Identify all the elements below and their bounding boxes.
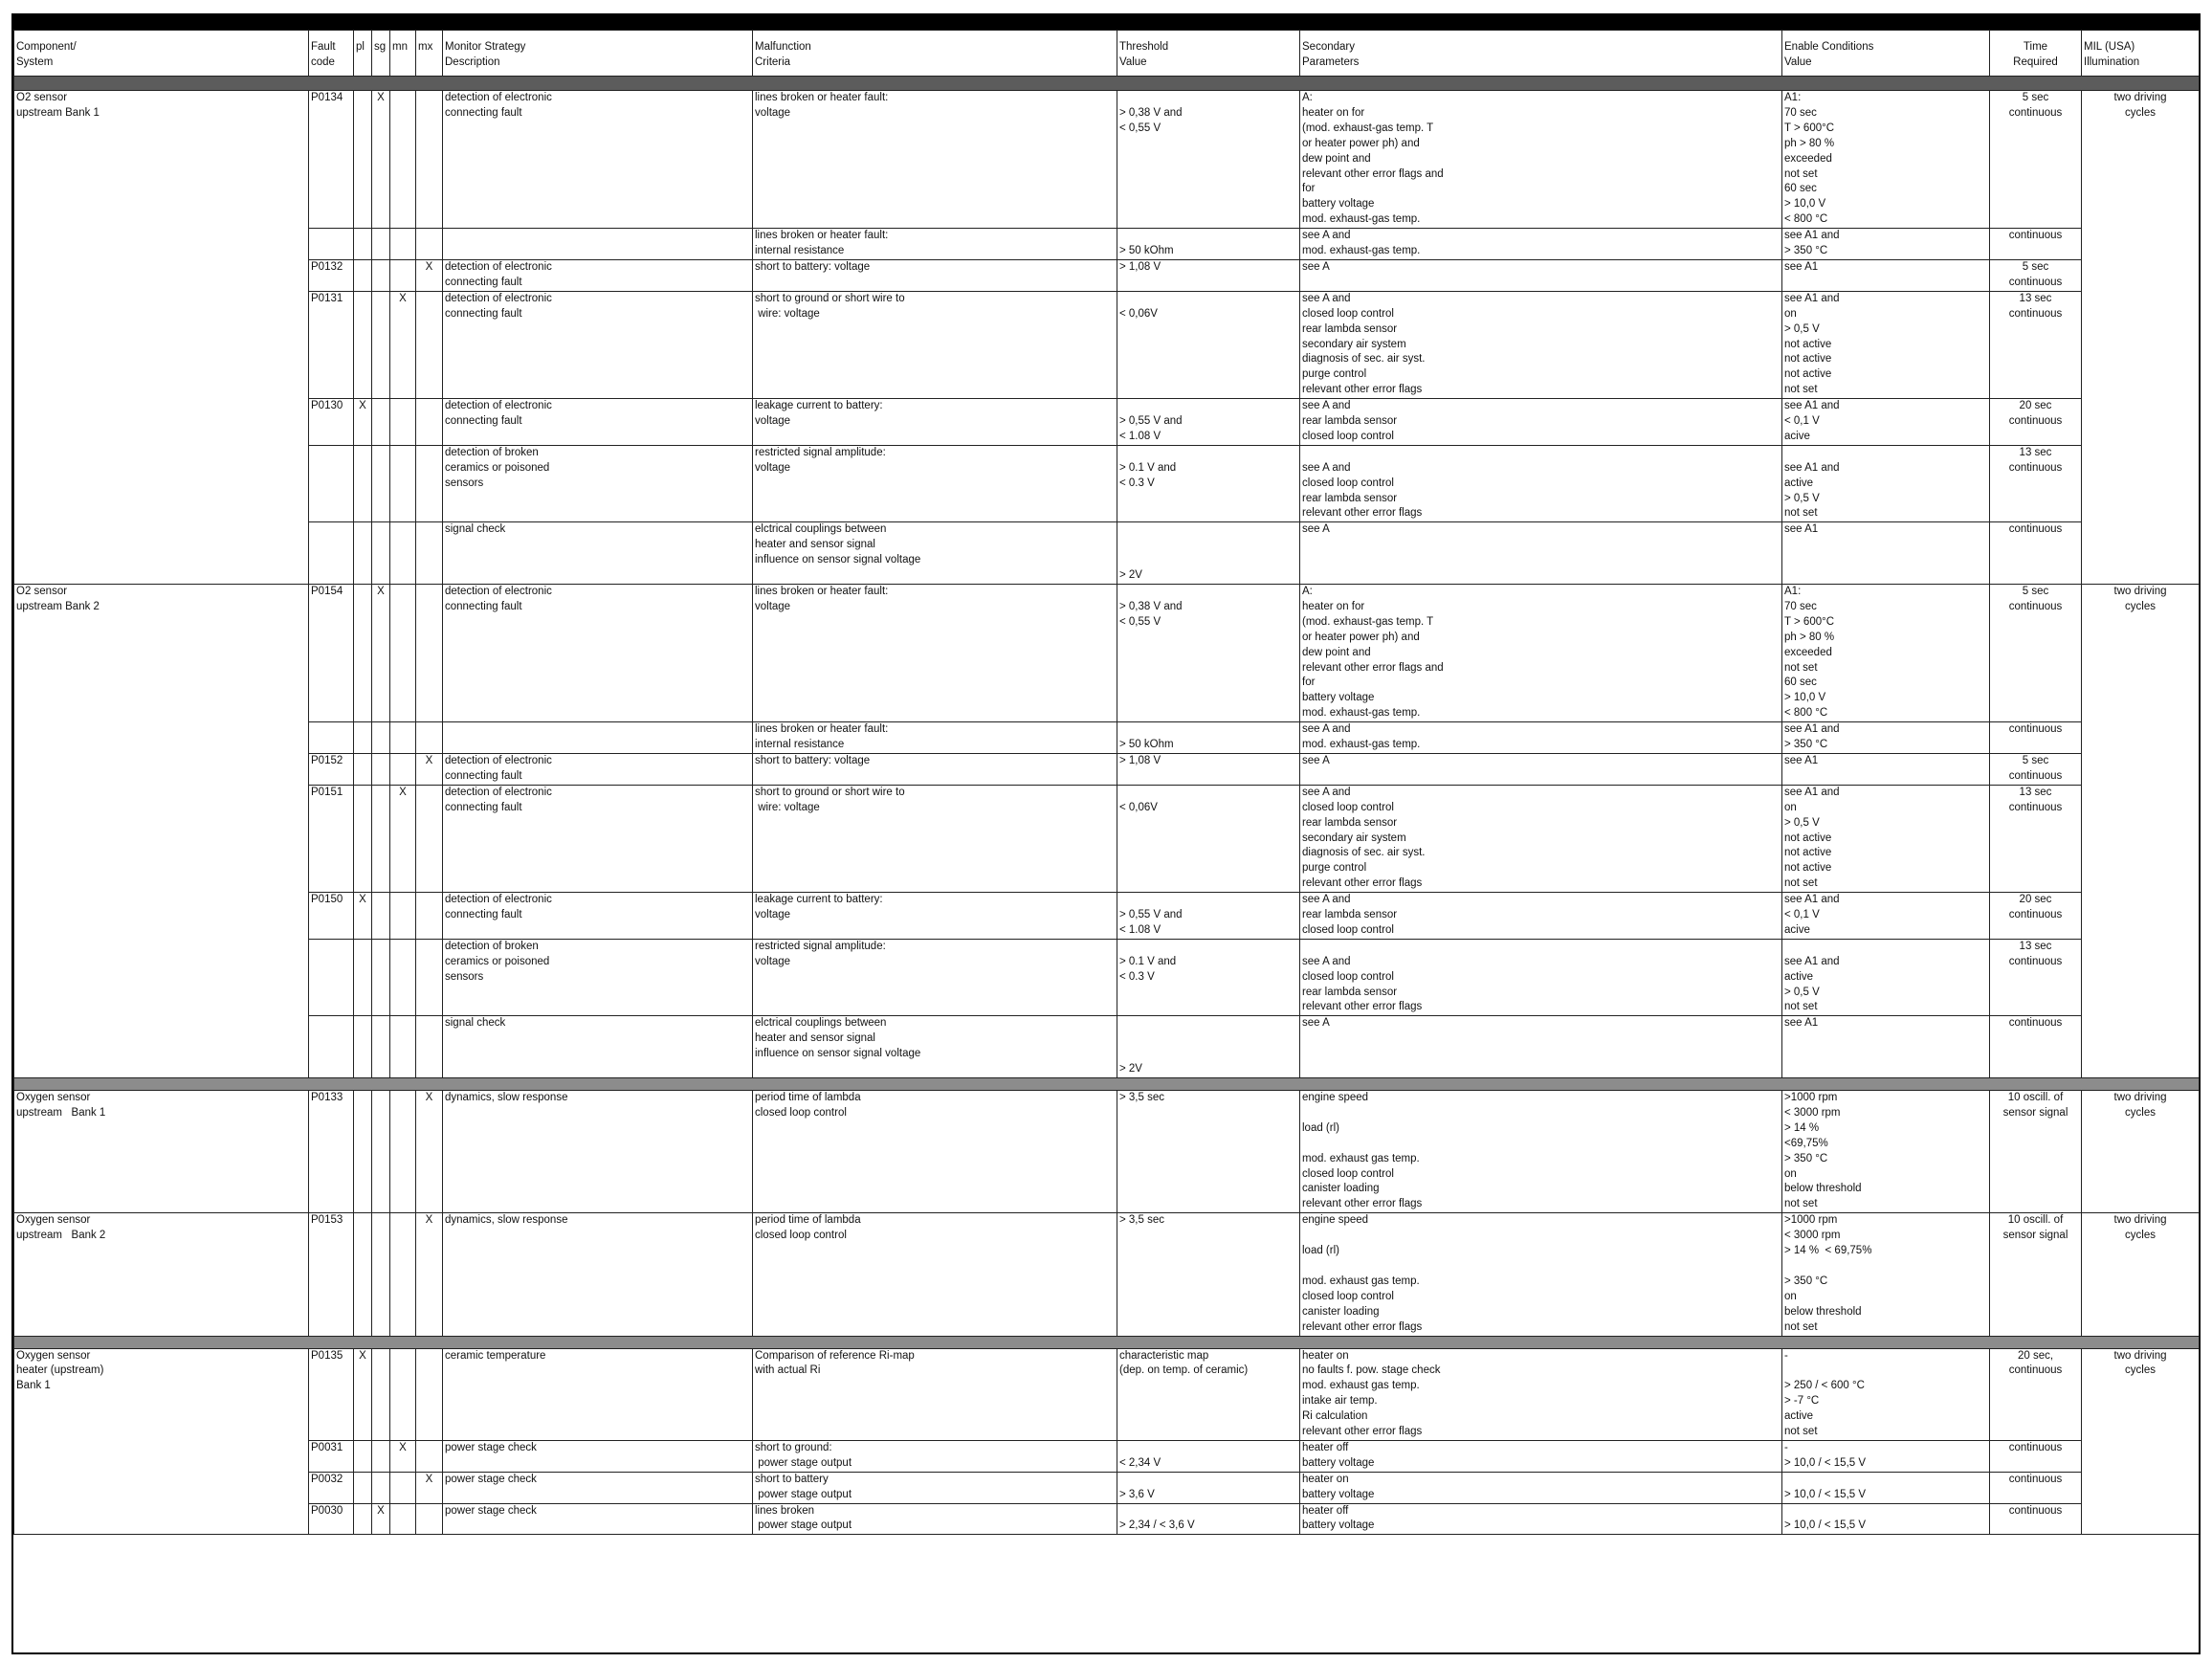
mx-cell (416, 445, 443, 522)
mx-cell (416, 399, 443, 446)
monitor-cell: detection of broken ceramics or poisoned sensors (443, 939, 753, 1016)
col-header-mil: MIL (USA) Illumination (2082, 31, 2200, 77)
fault-code-cell: P0135 (309, 1348, 354, 1440)
mx-cell (416, 1348, 443, 1440)
mn-cell (390, 939, 416, 1016)
enable-cell: see A1 (1782, 522, 1990, 585)
secondary-cell: see A (1300, 522, 1782, 585)
monitor-cell (443, 722, 753, 754)
time-cell: 5 sec continuous (1990, 259, 2082, 291)
mn-cell (390, 522, 416, 585)
secondary-cell: see A and closed loop control rear lambda sensor secondary air system diagnosis of sec. air syst. purge control relevant other error flags (1300, 785, 1782, 892)
time-cell: continuous (1990, 522, 2082, 585)
enable-cell: > 10,0 / < 15,5 V (1782, 1472, 1990, 1503)
fault-code-cell: P0151 (309, 785, 354, 892)
malfunction-cell: short to battery: voltage (753, 753, 1117, 785)
malfunction-cell: lines broken or heater fault: voltage (753, 91, 1117, 229)
sg-cell (372, 939, 390, 1016)
enable-cell: A1: 70 sec T > 600°C ph > 80 % exceeded not set 60 sec > 10,0 V < 800 °C (1782, 91, 1990, 229)
table-row (14, 722, 2200, 754)
mn-cell (390, 753, 416, 785)
secondary-cell: heater on battery voltage (1300, 1472, 1782, 1503)
pl-cell (354, 1503, 372, 1535)
monitor-cell: dynamics, slow response (443, 1091, 753, 1213)
fault-code-cell (309, 1016, 354, 1078)
mx-cell (416, 785, 443, 892)
time-cell: continuous (1990, 1503, 2082, 1535)
mn-cell (390, 229, 416, 260)
table-row (14, 1213, 2200, 1336)
table-row (14, 1091, 2200, 1213)
pl-cell: X (354, 1348, 372, 1440)
secondary-cell: heater off battery voltage (1300, 1503, 1782, 1535)
monitor-cell: signal check (443, 1016, 753, 1078)
fault-code-cell: P0131 (309, 291, 354, 398)
pl-cell (354, 1213, 372, 1336)
monitor-cell: detection of broken ceramics or poisoned sensors (443, 445, 753, 522)
secondary-cell: see A (1300, 753, 1782, 785)
threshold-cell: < 0,06V (1117, 785, 1300, 892)
sg-cell (372, 1016, 390, 1078)
threshold-cell: > 50 kOhm (1117, 722, 1300, 754)
time-cell: 20 sec, continuous (1990, 1348, 2082, 1440)
enable-cell: >1000 rpm < 3000 rpm > 14 % < 69,75% > 350 °C on below threshold not set (1782, 1213, 1990, 1336)
malfunction-cell: short to ground: power stage output (753, 1440, 1117, 1472)
secondary-cell: see A and mod. exhaust-gas temp. (1300, 229, 1782, 260)
threshold-cell: > 1,08 V (1117, 753, 1300, 785)
mn-cell (390, 1348, 416, 1440)
sg-cell: X (372, 1503, 390, 1535)
malfunction-cell: Comparison of reference Ri-map with actual Ri (753, 1348, 1117, 1440)
malfunction-cell: restricted signal amplitude: voltage (753, 445, 1117, 522)
malfunction-cell: period time of lambda closed loop control (753, 1213, 1117, 1336)
fault-code-cell: P0132 (309, 259, 354, 291)
enable-cell: see A1 and active > 0,5 V not set (1782, 939, 1990, 1016)
section-separator (14, 77, 2200, 91)
sg-cell: X (372, 585, 390, 722)
mn-cell: X (390, 291, 416, 398)
threshold-cell: > 2,34 / < 3,6 V (1117, 1503, 1300, 1535)
threshold-cell: > 0.1 V and < 0.3 V (1117, 939, 1300, 1016)
col-header-mn: mn (390, 31, 416, 77)
table-row (14, 91, 2200, 229)
malfunction-cell: short to battery: voltage (753, 259, 1117, 291)
malfunction-cell: leakage current to battery: voltage (753, 893, 1117, 940)
malfunction-cell: period time of lambda closed loop control (753, 1091, 1117, 1213)
col-header-pl: pl (354, 31, 372, 77)
mil-cell: two driving cycles (2082, 1348, 2200, 1535)
component-cell: O2 sensor upstream Bank 2 (14, 585, 309, 1078)
secondary-cell: see A and closed loop control rear lambda sensor relevant other error flags (1300, 939, 1782, 1016)
mn-cell (390, 1091, 416, 1213)
table-row (14, 229, 2200, 260)
sg-cell (372, 229, 390, 260)
secondary-cell: see A (1300, 259, 1782, 291)
pl-cell (354, 939, 372, 1016)
mx-cell: X (416, 259, 443, 291)
monitor-cell: detection of electronic connecting fault (443, 291, 753, 398)
col-header-enable: Enable Conditions Value (1782, 31, 1990, 77)
monitor-cell: detection of electronic connecting fault (443, 259, 753, 291)
table-row (14, 445, 2200, 522)
section-separator (14, 1336, 2200, 1348)
enable-cell: > 10,0 / < 15,5 V (1782, 1503, 1990, 1535)
sg-cell (372, 1440, 390, 1472)
threshold-cell: > 0,38 V and < 0,55 V (1117, 91, 1300, 229)
separator-cell (14, 77, 2200, 91)
monitor-cell: power stage check (443, 1440, 753, 1472)
sg-cell (372, 893, 390, 940)
table-header-row (14, 31, 2200, 77)
enable-cell: - > 10,0 / < 15,5 V (1782, 1440, 1990, 1472)
table-row (14, 939, 2200, 1016)
malfunction-cell: short to ground or short wire to wire: voltage (753, 291, 1117, 398)
table-row (14, 522, 2200, 585)
component-cell: O2 sensor upstream Bank 1 (14, 91, 309, 585)
sg-cell (372, 399, 390, 446)
time-cell: 13 sec continuous (1990, 785, 2082, 892)
table-body (14, 77, 2200, 1535)
time-cell: continuous (1990, 1016, 2082, 1078)
threshold-cell: > 0,38 V and < 0,55 V (1117, 585, 1300, 722)
pl-cell (354, 291, 372, 398)
time-cell: 20 sec continuous (1990, 893, 2082, 940)
secondary-cell: heater off battery voltage (1300, 1440, 1782, 1472)
mx-cell (416, 893, 443, 940)
mil-cell: two driving cycles (2082, 91, 2200, 585)
fault-code-cell: P0150 (309, 893, 354, 940)
malfunction-cell: lines broken or heater fault: internal resistance (753, 229, 1117, 260)
separator-cell (14, 1078, 2200, 1091)
monitor-cell: ceramic temperature (443, 1348, 753, 1440)
monitor-cell: detection of electronic connecting fault (443, 585, 753, 722)
pl-cell (354, 259, 372, 291)
threshold-cell: > 3,5 sec (1117, 1213, 1300, 1336)
mn-cell (390, 1213, 416, 1336)
sg-cell (372, 753, 390, 785)
enable-cell: see A1 (1782, 1016, 1990, 1078)
pl-cell (354, 722, 372, 754)
mil-cell: two driving cycles (2082, 585, 2200, 1078)
secondary-cell: see A and closed loop control rear lambda sensor secondary air system diagnosis of sec. air syst. purge control relevant other error flags (1300, 291, 1782, 398)
enable-cell: see A1 (1782, 753, 1990, 785)
fault-code-cell: P0152 (309, 753, 354, 785)
time-cell: 5 sec continuous (1990, 91, 2082, 229)
sg-cell (372, 785, 390, 892)
pl-cell (354, 522, 372, 585)
pl-cell (354, 1091, 372, 1213)
table-row (14, 1503, 2200, 1535)
secondary-cell: see A and rear lambda sensor closed loop control (1300, 893, 1782, 940)
time-cell: continuous (1990, 1440, 2082, 1472)
enable-cell: see A1 and active > 0,5 V not set (1782, 445, 1990, 522)
threshold-cell: > 50 kOhm (1117, 229, 1300, 260)
table-row (14, 291, 2200, 398)
threshold-cell: > 3,6 V (1117, 1472, 1300, 1503)
threshold-cell: < 2,34 V (1117, 1440, 1300, 1472)
malfunction-cell: short to battery power stage output (753, 1472, 1117, 1503)
enable-cell: see A1 and > 350 °C (1782, 229, 1990, 260)
pl-cell (354, 785, 372, 892)
obd-monitor-table-sheet (11, 13, 2201, 1654)
sg-cell (372, 722, 390, 754)
threshold-cell: characteristic map (dep. on temp. of ceramic) (1117, 1348, 1300, 1440)
header-black-bar (13, 13, 2199, 30)
fault-code-cell (309, 939, 354, 1016)
enable-cell: see A1 (1782, 259, 1990, 291)
time-cell: 10 oscill. of sensor signal (1990, 1213, 2082, 1336)
fault-code-cell (309, 229, 354, 260)
secondary-cell: engine speed load (rl) mod. exhaust gas temp. closed loop control canister loading relevant other error flags (1300, 1213, 1782, 1336)
sg-cell: X (372, 91, 390, 229)
col-header-mx: mx (416, 31, 443, 77)
threshold-cell: > 2V (1117, 522, 1300, 585)
enable-cell: see A1 and on > 0,5 V not active not active not active not set (1782, 785, 1990, 892)
secondary-cell: A: heater on for (mod. exhaust-gas temp. T or heater power ph) and dew point and relevant other error flags and for battery voltage mod. exhaust-gas temp. (1300, 91, 1782, 229)
secondary-cell: see A and mod. exhaust-gas temp. (1300, 722, 1782, 754)
malfunction-cell: lines broken or heater fault: internal resistance (753, 722, 1117, 754)
table-row (14, 585, 2200, 722)
mx-cell (416, 722, 443, 754)
pl-cell (354, 585, 372, 722)
threshold-cell: > 2V (1117, 1016, 1300, 1078)
fault-code-cell: P0031 (309, 1440, 354, 1472)
secondary-cell: see A (1300, 1016, 1782, 1078)
col-header-time: Time Required (1990, 31, 2082, 77)
table-row (14, 753, 2200, 785)
col-header-sg: sg (372, 31, 390, 77)
sg-cell (372, 1213, 390, 1336)
mx-cell (416, 229, 443, 260)
mx-cell (416, 522, 443, 585)
threshold-cell: > 1,08 V (1117, 259, 1300, 291)
time-cell: 13 sec continuous (1990, 939, 2082, 1016)
time-cell: continuous (1990, 722, 2082, 754)
mn-cell (390, 585, 416, 722)
time-cell: 13 sec continuous (1990, 291, 2082, 398)
fault-code-cell: P0030 (309, 1503, 354, 1535)
mx-cell: X (416, 1091, 443, 1213)
table-row (14, 1440, 2200, 1472)
col-header-component: Component/ System (14, 31, 309, 77)
monitor-cell: signal check (443, 522, 753, 585)
secondary-cell: heater on no faults f. pow. stage check mod. exhaust gas temp. intake air temp. Ri calculation relevant other error flags (1300, 1348, 1782, 1440)
pl-cell (354, 1016, 372, 1078)
fault-code-cell (309, 722, 354, 754)
col-header-fault-code: Fault code (309, 31, 354, 77)
table-row (14, 1472, 2200, 1503)
col-header-malfunction: Malfunction Criteria (753, 31, 1117, 77)
monitor-cell: detection of electronic connecting fault (443, 753, 753, 785)
time-cell: continuous (1990, 1472, 2082, 1503)
threshold-cell: > 3,5 sec (1117, 1091, 1300, 1213)
table-row (14, 893, 2200, 940)
mil-cell: two driving cycles (2082, 1213, 2200, 1336)
threshold-cell: > 0,55 V and < 1.08 V (1117, 893, 1300, 940)
mx-cell: X (416, 1213, 443, 1336)
mx-cell (416, 1503, 443, 1535)
malfunction-cell: lines broken power stage output (753, 1503, 1117, 1535)
pl-cell: X (354, 399, 372, 446)
malfunction-cell: elctrical couplings between heater and sensor signal influence on sensor signal voltage (753, 522, 1117, 585)
time-cell: 5 sec continuous (1990, 753, 2082, 785)
table-row (14, 399, 2200, 446)
enable-cell: see A1 and < 0,1 V acive (1782, 893, 1990, 940)
mn-cell: X (390, 785, 416, 892)
mn-cell (390, 91, 416, 229)
malfunction-cell: elctrical couplings between heater and sensor signal influence on sensor signal voltage (753, 1016, 1117, 1078)
enable-cell: see A1 and < 0,1 V acive (1782, 399, 1990, 446)
enable-cell: >1000 rpm < 3000 rpm > 14 % <69,75% > 350 °C on below threshold not set (1782, 1091, 1990, 1213)
threshold-cell: > 0.1 V and < 0.3 V (1117, 445, 1300, 522)
sg-cell (372, 259, 390, 291)
fault-code-cell: P0133 (309, 1091, 354, 1213)
fault-code-cell: P0153 (309, 1213, 354, 1336)
pl-cell (354, 1440, 372, 1472)
pl-cell (354, 91, 372, 229)
threshold-cell: > 0,55 V and < 1.08 V (1117, 399, 1300, 446)
col-header-monitor: Monitor Strategy Description (443, 31, 753, 77)
fault-code-cell (309, 522, 354, 585)
pl-cell (354, 1472, 372, 1503)
table-row (14, 785, 2200, 892)
table-row (14, 259, 2200, 291)
malfunction-cell: leakage current to battery: voltage (753, 399, 1117, 446)
mn-cell (390, 445, 416, 522)
secondary-cell: see A and rear lambda sensor closed loop control (1300, 399, 1782, 446)
separator-cell (14, 1336, 2200, 1348)
pl-cell: X (354, 893, 372, 940)
enable-cell: see A1 and > 350 °C (1782, 722, 1990, 754)
monitor-cell (443, 229, 753, 260)
fault-code-cell: P0154 (309, 585, 354, 722)
mx-cell (416, 91, 443, 229)
mx-cell (416, 291, 443, 398)
time-cell: 13 sec continuous (1990, 445, 2082, 522)
col-header-threshold: Threshold Value (1117, 31, 1300, 77)
monitor-cell: detection of electronic connecting fault (443, 893, 753, 940)
mil-cell: two driving cycles (2082, 1091, 2200, 1213)
section-separator (14, 1078, 2200, 1091)
table-row (14, 1016, 2200, 1078)
sg-cell (372, 1348, 390, 1440)
mx-cell: X (416, 753, 443, 785)
pl-cell (354, 753, 372, 785)
mn-cell: X (390, 1440, 416, 1472)
sg-cell (372, 522, 390, 585)
mn-cell (390, 893, 416, 940)
mn-cell (390, 399, 416, 446)
malfunction-cell: lines broken or heater fault: voltage (753, 585, 1117, 722)
sg-cell (372, 445, 390, 522)
enable-cell: A1: 70 sec T > 600°C ph > 80 % exceeded not set 60 sec > 10,0 V < 800 °C (1782, 585, 1990, 722)
mx-cell (416, 939, 443, 1016)
table-row (14, 1348, 2200, 1440)
sg-cell (372, 1091, 390, 1213)
mn-cell (390, 259, 416, 291)
component-cell: Oxygen sensor upstream Bank 1 (14, 1091, 309, 1213)
mx-cell (416, 585, 443, 722)
mn-cell (390, 1016, 416, 1078)
monitor-cell: power stage check (443, 1472, 753, 1503)
mx-cell: X (416, 1472, 443, 1503)
monitor-cell: power stage check (443, 1503, 753, 1535)
mx-cell (416, 1440, 443, 1472)
time-cell: 5 sec continuous (1990, 585, 2082, 722)
fault-code-cell (309, 445, 354, 522)
time-cell: 10 oscill. of sensor signal (1990, 1091, 2082, 1213)
secondary-cell: engine speed load (rl) mod. exhaust gas temp. closed loop control canister loading relevant other error flags (1300, 1091, 1782, 1213)
monitor-cell: dynamics, slow response (443, 1213, 753, 1336)
secondary-cell: A: heater on for (mod. exhaust-gas temp. T or heater power ph) and dew point and relevant other error flags and for battery voltage mod. exhaust-gas temp. (1300, 585, 1782, 722)
malfunction-cell: short to ground or short wire to wire: voltage (753, 785, 1117, 892)
monitor-cell: detection of electronic connecting fault (443, 785, 753, 892)
component-cell: Oxygen sensor upstream Bank 2 (14, 1213, 309, 1336)
malfunction-cell: restricted signal amplitude: voltage (753, 939, 1117, 1016)
sg-cell (372, 291, 390, 398)
monitor-cell: detection of electronic connecting fault (443, 91, 753, 229)
monitor-table (13, 30, 2200, 1535)
component-cell: Oxygen sensor heater (upstream) Bank 1 (14, 1348, 309, 1535)
mn-cell (390, 722, 416, 754)
time-cell: 20 sec continuous (1990, 399, 2082, 446)
sg-cell (372, 1472, 390, 1503)
pl-cell (354, 229, 372, 260)
secondary-cell: see A and closed loop control rear lambda sensor relevant other error flags (1300, 445, 1782, 522)
fault-code-cell: P0134 (309, 91, 354, 229)
mx-cell (416, 1016, 443, 1078)
enable-cell: see A1 and on > 0,5 V not active not active not active not set (1782, 291, 1990, 398)
col-header-secondary: Secondary Parameters (1300, 31, 1782, 77)
threshold-cell: < 0,06V (1117, 291, 1300, 398)
monitor-cell: detection of electronic connecting fault (443, 399, 753, 446)
enable-cell: - > 250 / < 600 °C > -7 °C active not set (1782, 1348, 1990, 1440)
fault-code-cell: P0130 (309, 399, 354, 446)
fault-code-cell: P0032 (309, 1472, 354, 1503)
pl-cell (354, 445, 372, 522)
mn-cell (390, 1472, 416, 1503)
time-cell: continuous (1990, 229, 2082, 260)
mn-cell (390, 1503, 416, 1535)
